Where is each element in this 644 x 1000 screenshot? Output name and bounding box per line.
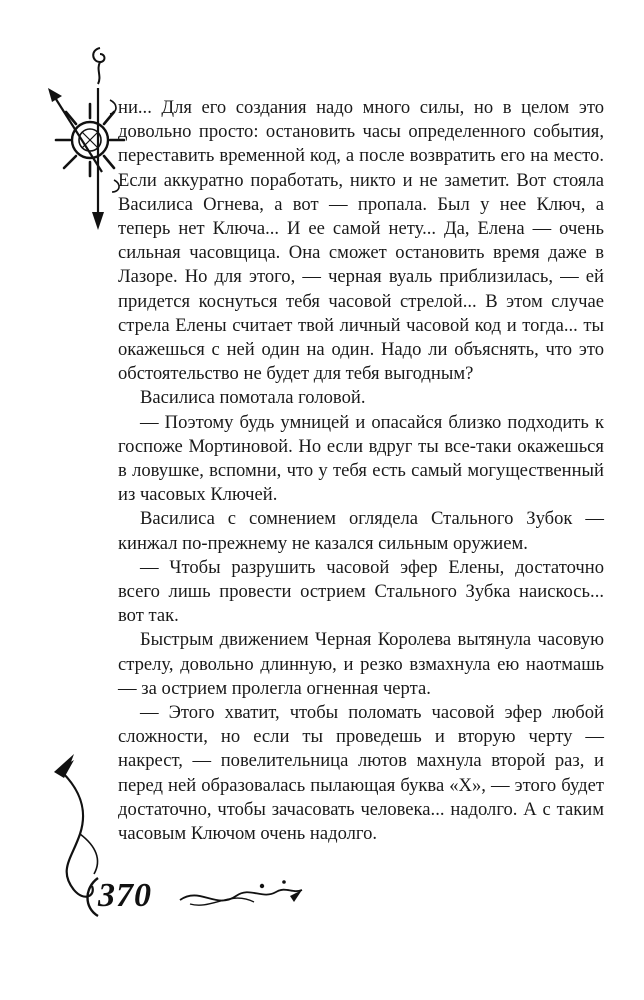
compass-clock-ornament-icon bbox=[40, 40, 126, 240]
paragraph-7: — Этого хватит, чтобы поломать часовой эфер любой сложности, но если ты проведешь и вторую черту — накрест, — повелительница лютов махнула второй раз, и перед ней образовалась пылающая буква «Х», — этого будет достаточно, чтобы зачасовать человека... надолго. А с таким часовым Ключом очень надолго. bbox=[118, 702, 604, 845]
page-number: 370 bbox=[98, 877, 152, 914]
paragraph-5: — Чтобы разрушить часовой эфер Елены, достаточно всего лишь провести острием Стального Зубка наискось... вот так. bbox=[118, 556, 604, 627]
paragraph-1: ни... Для его создания надо много силы, но в целом это довольно просто: остановить часы определенного события, переставить временной код, а после возвратить его на место. Если аккуратно поработать, никто и не заметит. Вот стояла Василиса Огнева, а вот — пропала. Был у нее Ключ, а теперь нет Ключа... И ее самой нету... Да, Елена — очень сильная часовщица. Она сможет остановить время даже в Лазоре. Но для этого, — черная вуаль приблизилась, — ей придется коснуться тебя часовой стрелой... В этом случае стрела Елены считает твой личный часовой код и тогда... ты окажешься с ней один на один. Надо ли объяснять, что это обстоятельство не будет для тебя выгодным? bbox=[118, 97, 604, 385]
chapter-text bbox=[118, 96, 604, 846]
paragraph-2: Василиса помотала головой. bbox=[140, 387, 366, 409]
paragraph-6: Быстрым движением Черная Королева вытянула часовую стрелу, довольно длинную, и резко взмахнула ею наотмашь — за острием пролегла огненная черта. bbox=[118, 629, 604, 699]
arrow-swirl-ornament-icon bbox=[40, 750, 310, 930]
paragraph-3: — Поэтому будь умницей и опасайся близко подходить к госпоже Мортиновой. Но если вдруг ты все-таки окажешься в ловушке, вспомни, что у тебя есть самый могущественный из часовых Ключей. bbox=[118, 411, 604, 506]
paragraph-4: Василиса с сомнением оглядела Стального Зубок — кинжал по-прежнему не казался сильным оружием. bbox=[118, 508, 604, 554]
